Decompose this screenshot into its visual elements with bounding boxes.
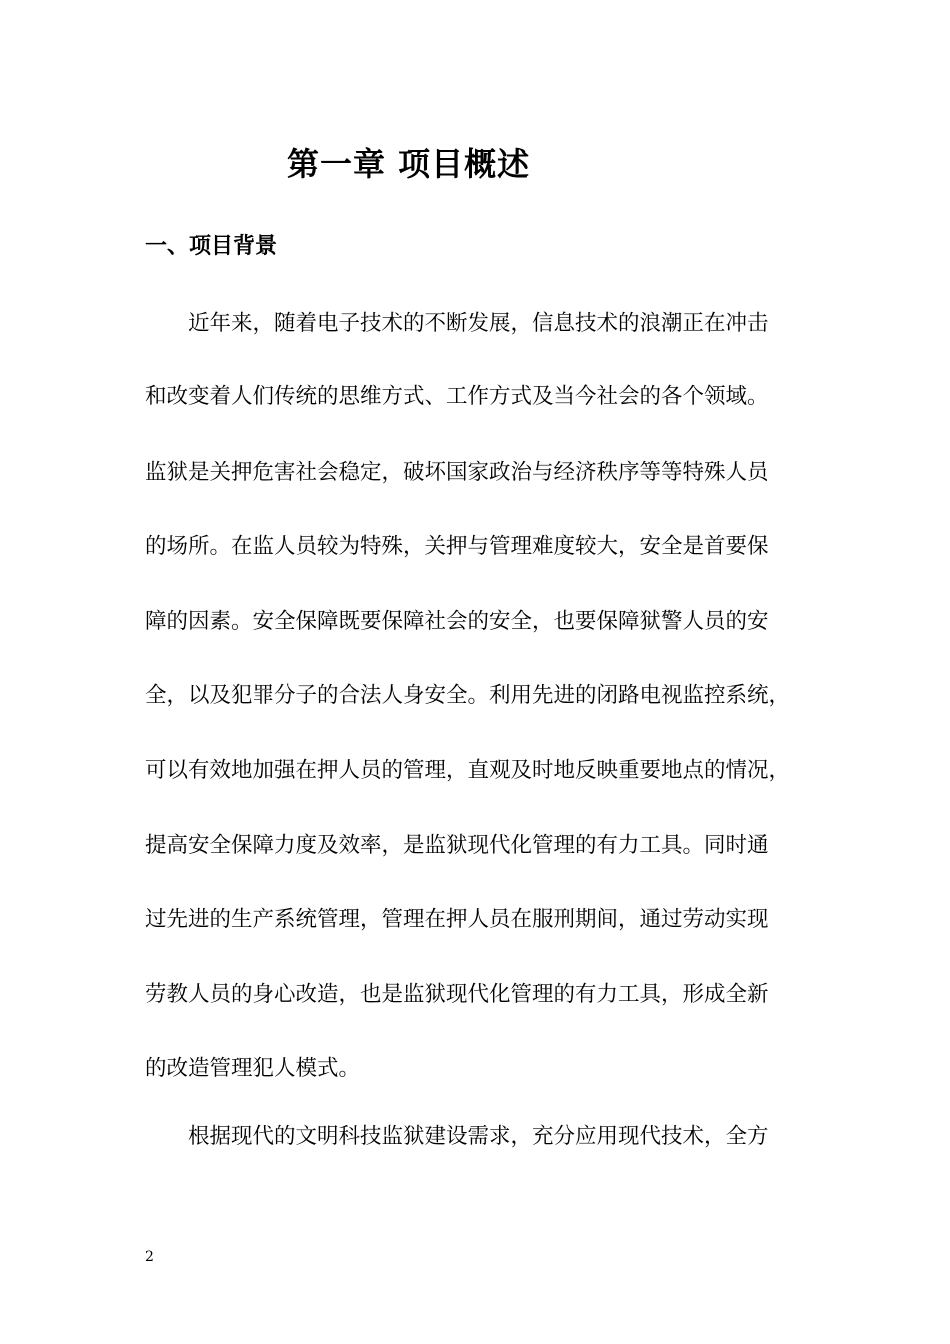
paragraph-line: 全，以及犯罪分子的合法人身安全。利用先进的闭路电视监控系统，	[145, 683, 791, 708]
paragraph-line: 劳教人员的身心改造，也是监狱现代化管理的有力工具，形成全新	[145, 982, 769, 1007]
paragraph-line: 监狱是关押危害社会稳定，破坏国家政治与经济秩序等等特殊人员	[145, 460, 769, 485]
paragraph-line: 障的因素。安全保障既要保障社会的安全，也要保障狱警人员的安	[145, 609, 769, 634]
chapter-title: 第一章 项目概述	[287, 145, 531, 183]
page-number: 2	[145, 1249, 154, 1265]
paragraph-line: 近年来，随着电子技术的不断发展，信息技术的浪潮正在冲击	[188, 311, 769, 336]
paragraph-line: 根据现代的文明科技监狱建设需求，充分应用现代技术，全方	[188, 1124, 769, 1149]
paragraph-line: 可以有效地加强在押人员的管理，直观及时地反映重要地点的情况，	[145, 758, 791, 783]
paragraph-line: 和改变着人们传统的思维方式、工作方式及当今社会的各个领域。	[145, 384, 769, 409]
paragraph-line: 过先进的生产系统管理，管理在押人员在服刑期间，通过劳动实现	[145, 907, 769, 932]
paragraph-line: 的改造管理犯人模式。	[145, 1056, 361, 1081]
paragraph-line: 的场所。在监人员较为特殊，关押与管理难度较大，安全是首要保	[145, 534, 769, 559]
section-heading: 一、项目背景	[145, 233, 278, 259]
paragraph-line: 提高安全保障力度及效率，是监狱现代化管理的有力工具。同时通	[145, 833, 769, 858]
